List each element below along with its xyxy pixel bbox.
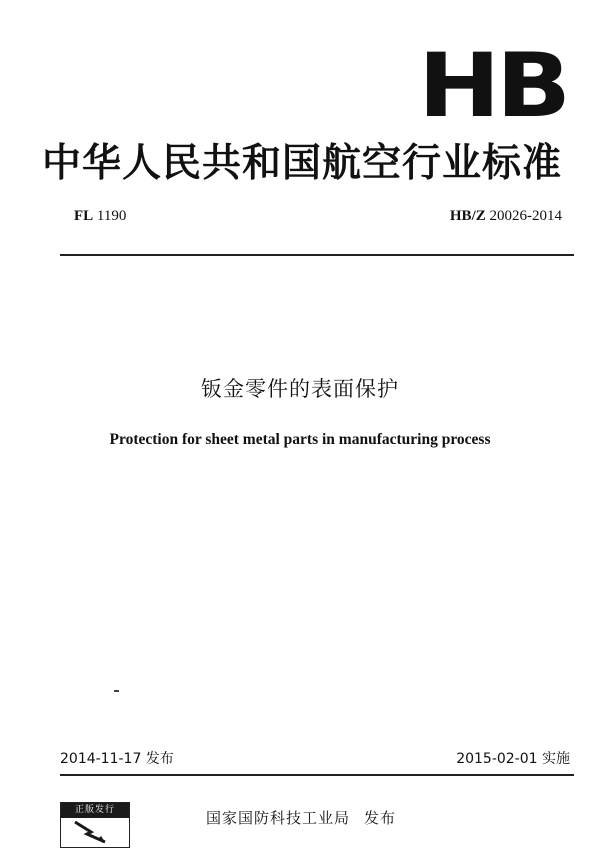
hb-logo: HB [418, 34, 567, 137]
standard-number [450, 207, 562, 225]
classification-code [74, 207, 126, 225]
publisher-logo [60, 802, 130, 848]
classification-label: FL [74, 208, 94, 224]
issuer-line [206, 808, 396, 828]
standard-code-number: 20026-2014 [489, 208, 562, 224]
scan-speck [114, 690, 119, 692]
top-divider [60, 254, 574, 256]
publisher-logo-band: 正版发行 [61, 803, 129, 818]
implementation-date: 2015-02-01 实施 [456, 751, 570, 767]
classification-number: 1190 [96, 208, 127, 224]
document-title-english: Protection for sheet metal parts in manufacturing process [109, 431, 491, 448]
standard-title: 中华人民共和国航空行业标准 [42, 141, 563, 186]
lightning-emblem-icon [61, 818, 129, 846]
issuer-action: 发布 [364, 809, 397, 827]
issue-date: 2014-11-17 发布 [60, 751, 174, 767]
standard-code-label: HB/Z [449, 208, 486, 224]
bottom-divider [60, 774, 574, 776]
document-title-chinese: 钣金零件的表面保护 [201, 377, 399, 401]
issuer-name: 国家国防科技工业局 [206, 809, 351, 827]
